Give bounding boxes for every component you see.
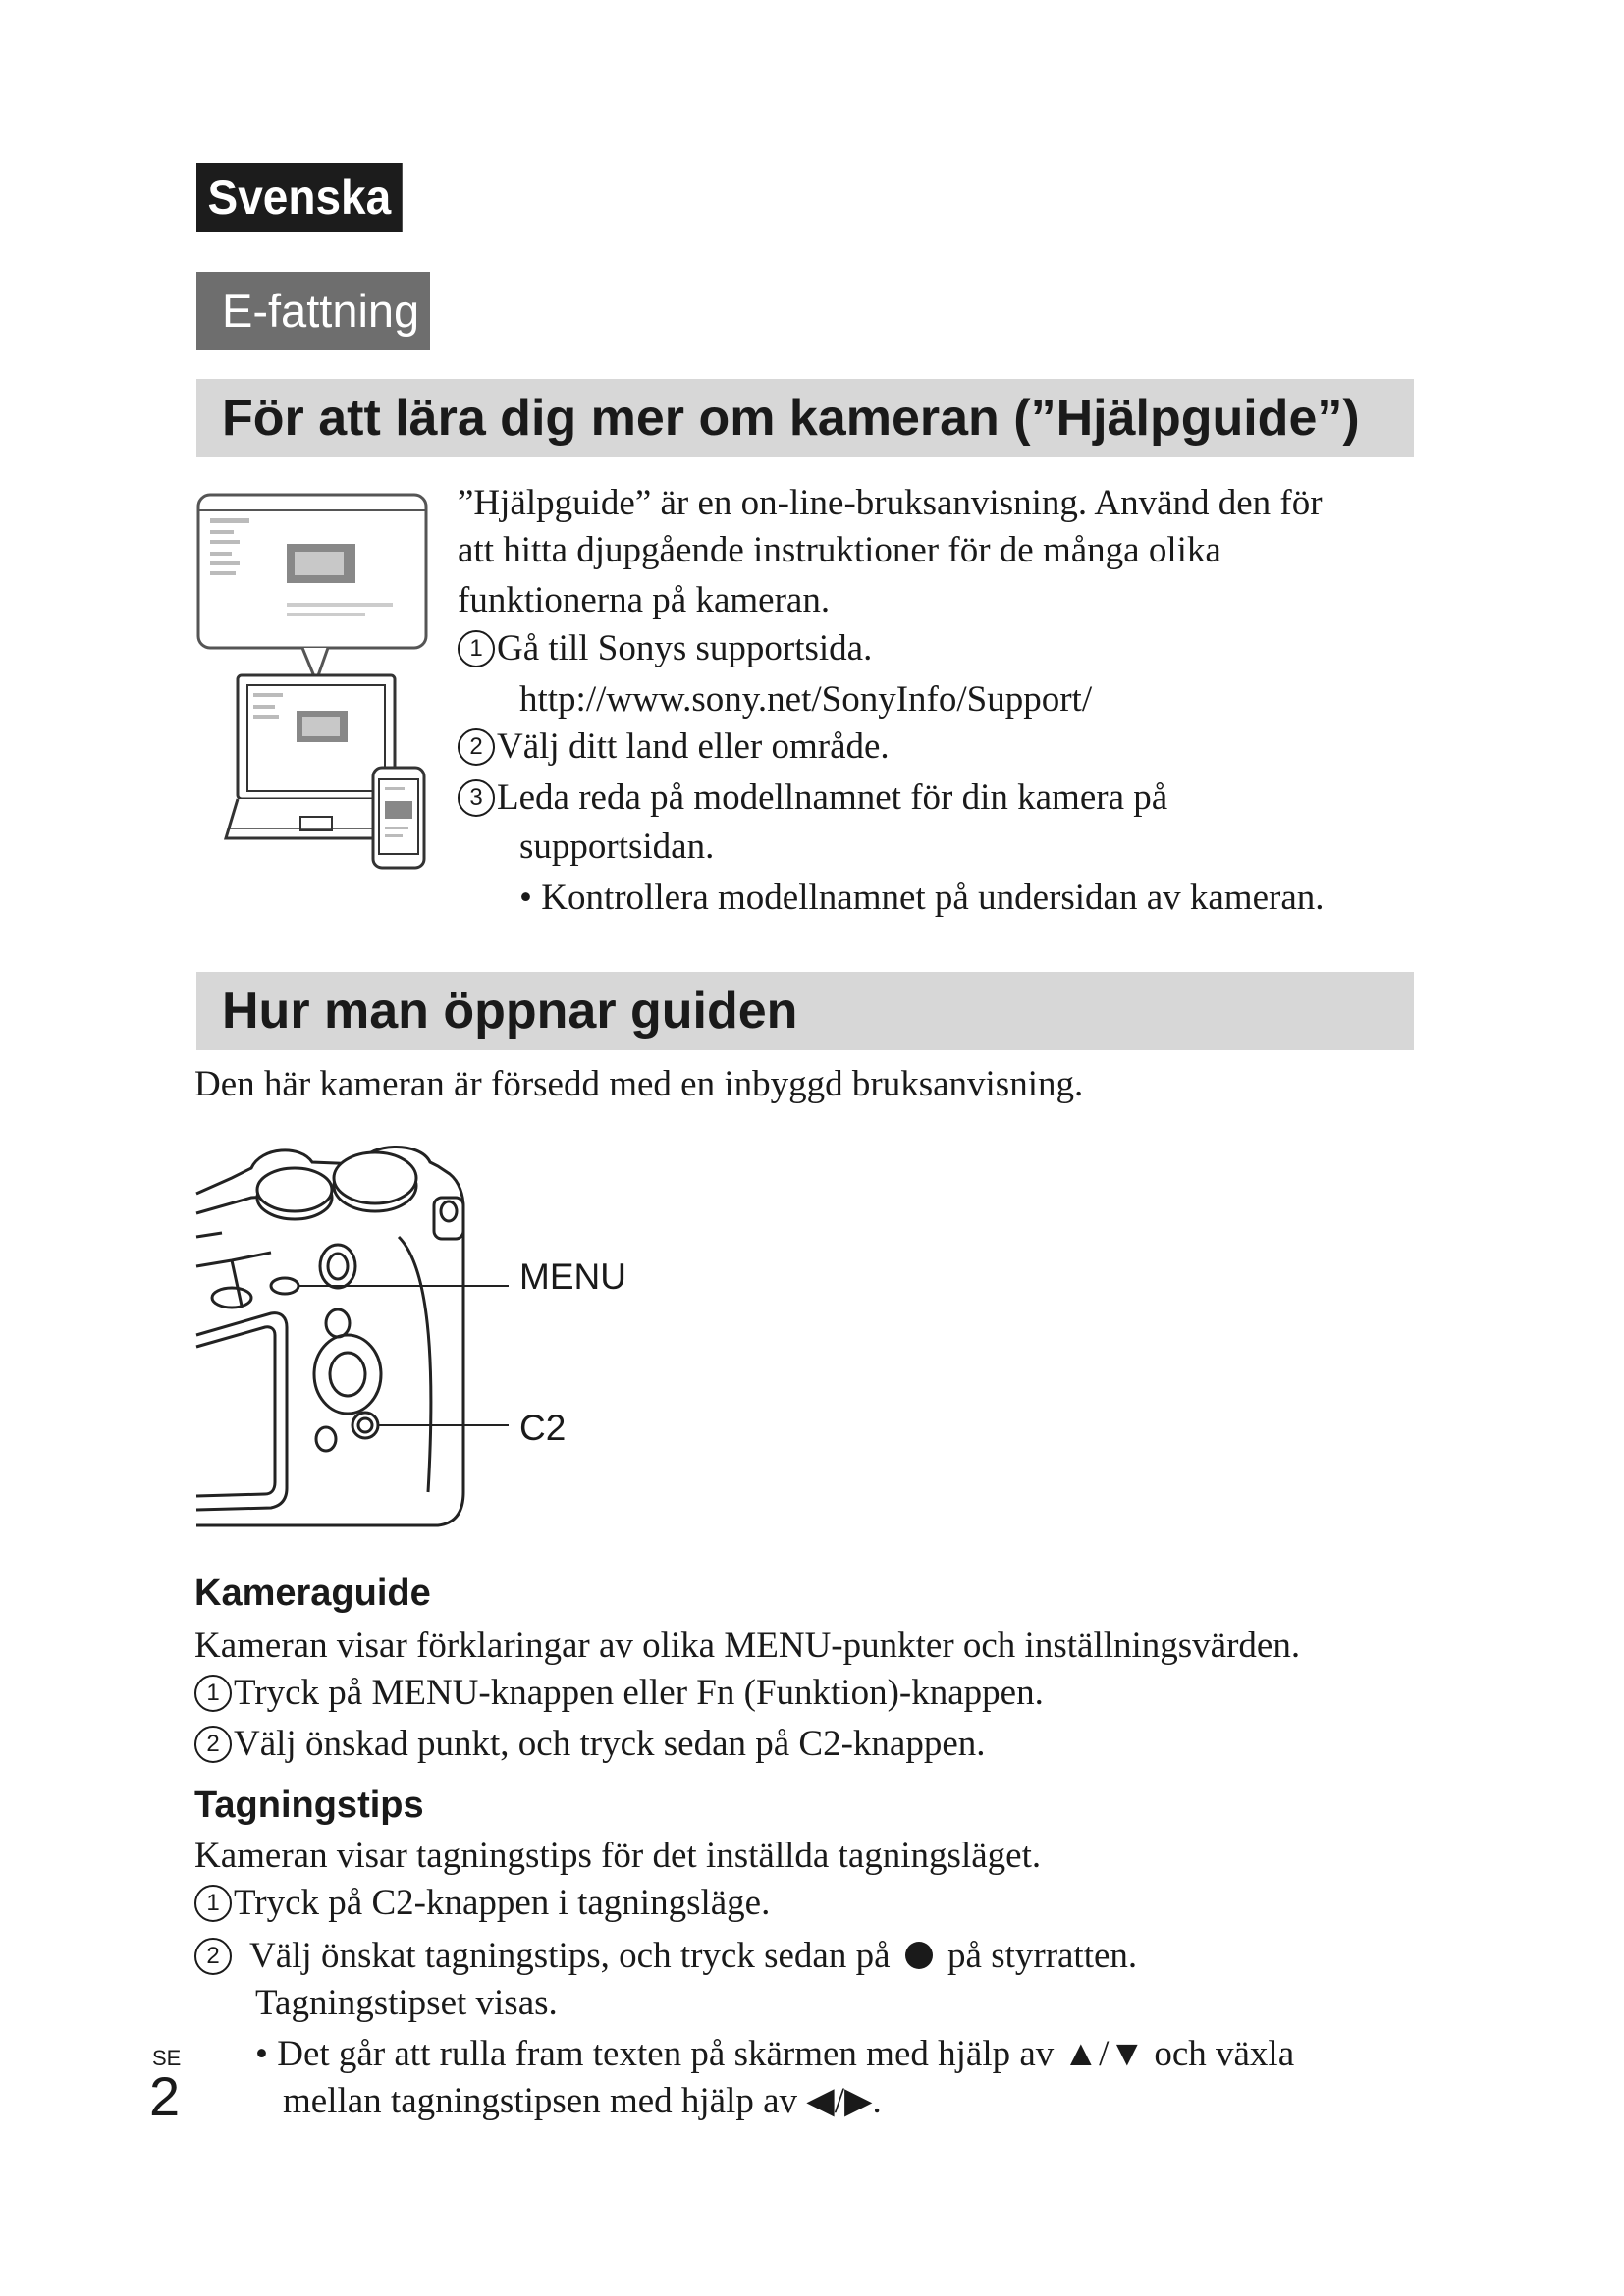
step-number-1: 1 [194,1675,232,1712]
camera-guide-step-1 [194,1669,1044,1718]
shooting-tips-intro: Kameran visar tagningstips för det inställda tagningsläget. [194,1836,1042,1876]
camera-guide-step-2 [194,1720,986,1769]
step-text: Tryck på MENU-knappen eller Fn (Funktion)-knappen. [234,1673,1044,1713]
center-button-icon [905,1942,933,1969]
camera-guide-intro: Kameran visar förklaringar av olika MENU-punkter och inställningsvärden. [194,1626,1301,1666]
step-find-model [458,774,1167,823]
shooting-tips-step-1 [194,1879,770,1928]
step-select-country [458,722,890,772]
model-name-bullet [519,874,1325,923]
page-language-code: SE [152,2046,182,2070]
section-title-help-guide: För att lära dig mer om kameran (”Hjälpguide”) [196,379,1414,457]
bullet-text: Kontrollera modellnamnet på undersidan av kameran. [541,878,1325,918]
step-number-1: 1 [458,630,495,667]
bullet-dot: • [255,2034,278,2074]
help-guide-illustration [192,489,438,891]
step-text-cont: på styrratten. [947,1936,1138,1976]
page-number: 2 [149,2065,181,2127]
language-label: Svenska [196,163,403,232]
help-guide-intro-1: ”Hjälpguide” är en on-line-bruksanvisning. Använd den för [458,483,1323,523]
mount-label: E-fattning [196,272,430,350]
help-guide-intro-2: att hitta djupgående instruktioner för de många olika [458,530,1221,570]
help-guide-intro-3: funktionerna på kameran. [458,580,831,620]
shooting-tips-heading: Tagningstips [194,1785,424,1826]
open-guide-intro: Den här kameran är försedd med en inbyggd bruksanvisning. [194,1064,1084,1104]
step-number-1: 1 [194,1885,232,1922]
section-title-open-guide: Hur man öppnar guiden [196,972,1414,1050]
shooting-tips-step-2-result: Tagningstipset visas. [255,1983,558,2023]
step-support-site [458,624,872,673]
bullet-dot: • [519,878,542,918]
step-text: Välj önskad punkt, och tryck sedan på C2-knappen. [234,1724,986,1764]
step-text: Leda reda på modellnamnet för din kamera på [497,777,1168,818]
step-text: Gå till Sonys supportsida. [497,628,873,668]
step-number-2: 2 [458,728,495,766]
menu-button-callout: MENU [519,1256,626,1297]
step-number-3: 3 [458,779,495,817]
shooting-tips-step-2 [194,1932,1137,1981]
step-text: Tryck på C2-knappen i tagningsläge. [234,1883,771,1923]
c2-button-callout: C2 [519,1408,567,1448]
shooting-tips-bullet [255,2030,1294,2079]
camera-back-illustration [192,1139,516,1531]
step-text: Välj önskat tagningstips, och tryck sedan på [249,1936,891,1976]
step-number-2: 2 [194,1726,232,1763]
support-url[interactable]: http://www.sony.net/SonyInfo/Support/ [519,679,1093,720]
step-number-2: 2 [194,1938,232,1975]
bullet-text: Det går att rulla fram texten på skärmen med hjälp av ▲/▼ och växla [277,2034,1295,2074]
step-find-model-cont: supportsidan. [519,827,715,867]
shooting-tips-bullet-cont: mellan tagningstipsen med hjälp av ◀/▶. [283,2081,882,2121]
step-text: Välj ditt land eller område. [497,726,890,767]
camera-guide-heading: Kameraguide [194,1573,431,1614]
